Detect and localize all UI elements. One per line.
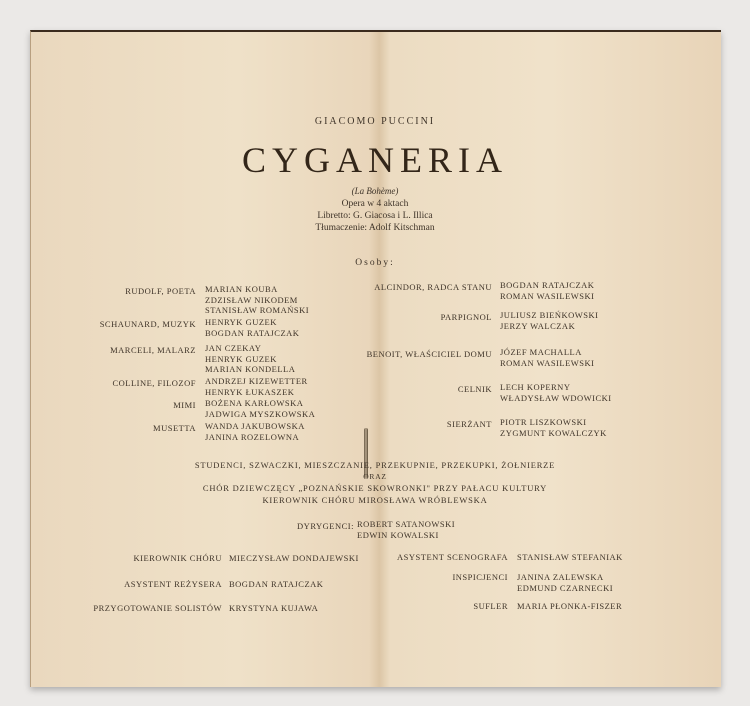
choir-line: CHÓR DZIEWCZĘCY „POZNAŃSKIE SKOWRONKI" PRZY PAŁACU KULTURY xyxy=(202,483,548,493)
ensemble-line: STUDENCI, SZWACZKI, MIESZCZANIE, PRZEKUPNIE, PRZEKUPKI, ŻOŁNIERZE xyxy=(194,460,556,470)
credit-label: INSPICJENCI xyxy=(452,572,508,582)
choir-director-line: KIEROWNIK CHÓRU MIROSŁAWA WRÓBLEWSKA xyxy=(262,495,488,505)
credit-names: JANINA ZALEWSKA EDMUND CZARNECKI xyxy=(517,572,614,593)
credit-label: PRZYGOTOWANIE SOLISTÓW xyxy=(93,603,222,613)
cast-names: JÓZEF MACHALLA ROMAN WASILEWSKI xyxy=(500,347,595,368)
credit-label: ASYSTENT SCENOGRAFA xyxy=(397,552,508,562)
opera-acts: Opera w 4 aktach xyxy=(341,199,409,209)
translation-credit: Tłumaczenie: Adolf Kitschman xyxy=(315,223,435,233)
cast-names: JULIUSZ BIEŃKOWSKI JERZY WALCZAK xyxy=(500,310,599,331)
cast-names: BOGDAN RATAJCZAK ROMAN WASILEWSKI xyxy=(500,280,595,301)
cast-role: MUSETTA xyxy=(153,423,196,433)
cast-role: MARCELI, MALARZ xyxy=(110,345,196,355)
cast-role: COLLINE, FILOZOF xyxy=(112,378,196,388)
cast-names: PIOTR LISZKOWSKI ZYGMUNT KOWALCZYK xyxy=(500,417,607,438)
cast-role: CELNIK xyxy=(457,384,492,394)
credit-label: KIEROWNIK CHÓRU xyxy=(133,553,222,563)
cast-names: MARIAN KOUBA ZDZISŁAW NIKODEM STANISŁAW ROMAŃSKI xyxy=(205,284,310,315)
cast-names: BOŻENA KARŁOWSKA JADWIGA MYSZKOWSKA xyxy=(205,398,316,419)
cast-role: SIERŻANT xyxy=(446,419,492,429)
conductors-names: ROBERT SATANOWSKI EDWIN KOWALSKI xyxy=(357,519,456,540)
credit-label: ASYSTENT REŻYSERA xyxy=(124,579,222,589)
cast-names: JAN CZEKAY HENRYK GUZEK MARIAN KONDELLA xyxy=(205,343,296,374)
libretto-credit: Libretto: G. Giacosa i L. Illica xyxy=(317,211,433,221)
staple xyxy=(364,428,368,478)
credit-names: MARIA PŁONKA-FISZER xyxy=(517,601,623,611)
credit-label: SUFLER xyxy=(473,601,508,611)
opera-title: CYGANERIA xyxy=(242,140,508,180)
ensemble-conjunction: ORAZ xyxy=(363,472,387,481)
composer-name: GIACOMO PUCCINI xyxy=(314,116,436,127)
opera-subtitle: (La Bohème) xyxy=(351,186,399,196)
cast-role: MIMI xyxy=(173,400,196,410)
cast-role: PARPIGNOL xyxy=(440,312,492,322)
cast-heading: Osoby: xyxy=(355,258,395,268)
cast-names: ANDRZEJ KIZEWETTER HENRYK ŁUKASZEK xyxy=(205,376,308,397)
credit-names: STANISŁAW STEFANIAK xyxy=(517,552,623,562)
cast-names: HENRYK GUZEK BOGDAN RATAJCZAK xyxy=(205,317,300,338)
cast-names: LECH KOPERNY WŁADYSŁAW WDOWICKI xyxy=(500,382,612,403)
cast-role: SCHAUNARD, MUZYK xyxy=(99,319,196,329)
credit-names: MIECZYSŁAW DONDAJEWSKI xyxy=(229,553,359,563)
cast-role: RUDOLF, POETA xyxy=(125,286,196,296)
cast-role: BENOIT, WŁAŚCICIEL DOMU xyxy=(366,349,492,359)
credit-names: KRYSTYNA KUJAWA xyxy=(229,603,319,613)
conductors-label: DYRYGENCI: xyxy=(297,521,354,531)
cast-role: ALCINDOR, RADCA STANU xyxy=(374,282,492,292)
cast-names: WANDA JAKUBOWSKA JANINA ROZELOWNA xyxy=(205,421,305,442)
credit-names: BOGDAN RATAJCZAK xyxy=(229,579,324,589)
